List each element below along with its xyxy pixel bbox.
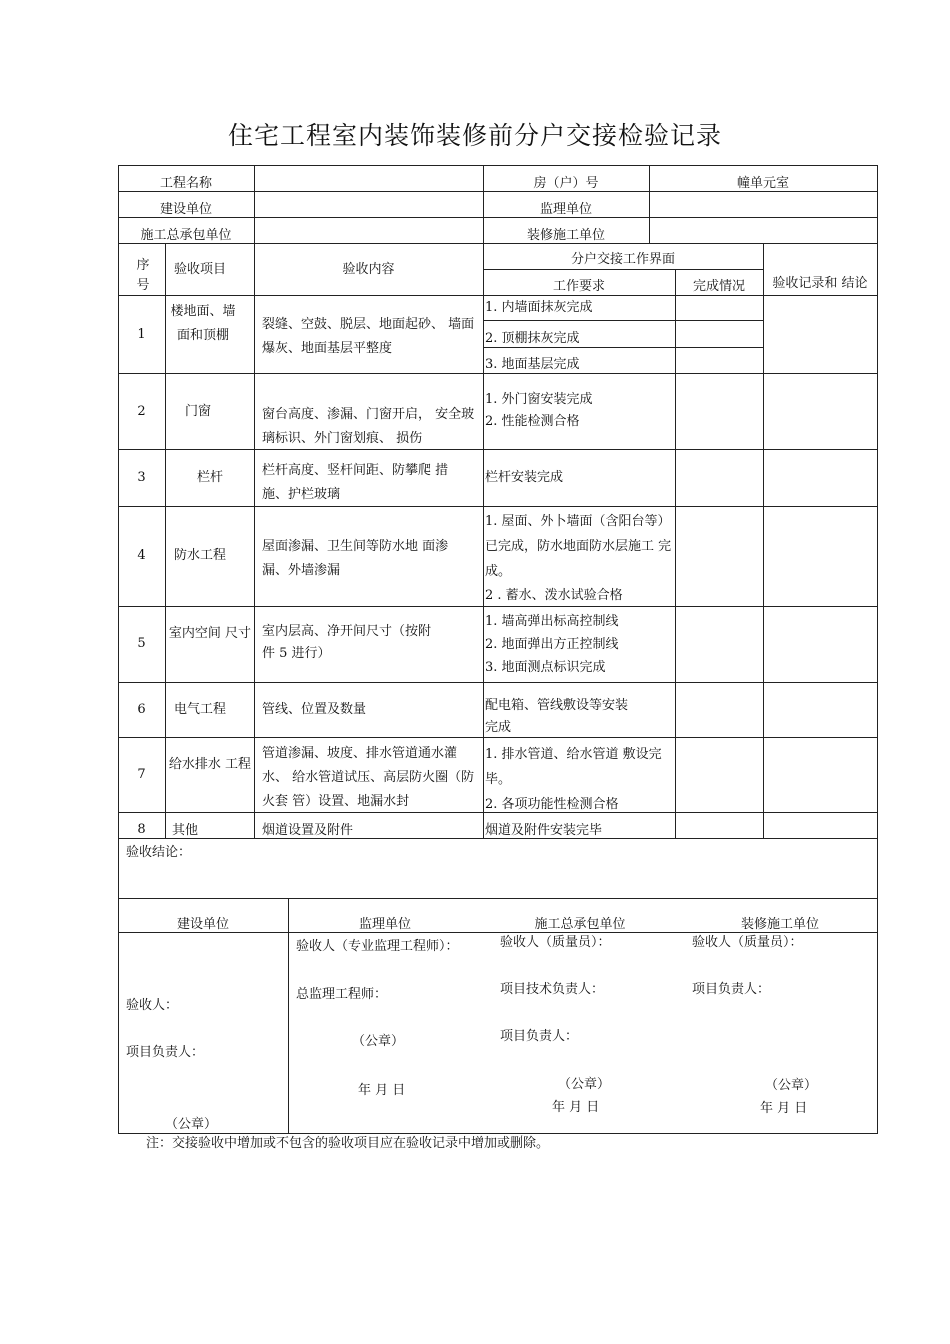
row-8-item: 其他 [172,823,199,838]
row-7-seq: 7 [137,767,146,782]
row-2-req-1: 1. 外门窗安装完成 [485,392,593,407]
footnote: 注：交接验收中增加或不包含的验收项目应在验收记录中增加或删除。 [146,1136,550,1151]
row-7-req-2: 2. 各项功能性检测合格 [485,797,619,812]
row-5-seq: 5 [137,636,146,651]
builder-seal: （公章） [165,1117,218,1132]
col-seq: 序号 [136,258,150,293]
row-2-content: 窗台高度、渗漏、门窗开启， 安全玻璃标识、外门窗划痕、 损伤 [262,407,475,446]
decoration-contractor-label: 装修施工单位 [526,228,605,243]
supervisor-seal: （公章） [352,1034,405,1049]
row-5-req-2: 2. 地面弹出方正控制线 [485,637,619,652]
decoration-manager: 项目负责人： [692,982,771,997]
row-4-item: 防水工程 [173,548,226,563]
row-8-seq: 8 [137,822,146,837]
row-8-req-1: 烟道及附件安装完毕 [485,823,603,838]
room-value: 幢单元室 [736,176,789,191]
room-label: 房（户）号 [533,176,599,191]
supervisor-inspector: 验收人（专业监理工程师）： [296,939,459,954]
row-2-seq: 2 [137,404,146,419]
builder-label: 建设单位 [159,202,212,217]
row-1-req-2: 2. 顶棚抹灰完成 [485,331,580,346]
row-5-content: 室内层高、净开间尺寸（按附件 5 进行） [262,624,432,661]
decoration-inspector: 验收人（质量员）： [692,935,803,950]
supervisor-label: 监理单位 [539,202,592,217]
row-3-req-1: 栏杆安装完成 [485,470,564,485]
row-8-content: 烟道设置及附件 [262,823,354,838]
col-content: 验收内容 [342,262,395,277]
row-7-req-1: 1. 排水管道、给水管道 敷设完毕。 [485,747,662,787]
signoff-builder-heading: 建设单位 [176,917,229,932]
decoration-seal: （公章） [765,1078,818,1093]
row-6-content: 管线、位置及数量 [262,702,367,717]
row-1-content: 裂缝、空鼓、脱层、地面起砂、 墙面爆灰、地面基层平整度 [262,317,475,356]
row-6-req-1: 配电箱、管线敷设等安装完成 [485,698,629,735]
supervisor-chief: 总监理工程师： [296,987,388,1002]
general-date: 年 月 日 [552,1100,600,1115]
row-1-req-1: 1. 内墙面抹灰完成 [485,300,593,315]
row-3-seq: 3 [137,470,146,485]
col-item: 验收项目 [173,262,226,277]
col-status: 完成情况 [692,279,745,294]
general-seal: （公章） [558,1077,611,1092]
general-inspector: 验收人（质量员）： [500,935,611,950]
signoff-supervisor-heading: 监理单位 [358,917,411,932]
builder-manager: 项目负责人： [126,1045,205,1060]
builder-inspector: 验收人： [126,998,179,1013]
row-2-item: 门窗 [184,404,211,419]
row-3-item: 栏杆 [196,470,223,485]
page-title: 住宅工程室内装饰装修前分户交接检验记录 [227,121,722,150]
general-contractor-label: 施工总承包单位 [140,228,232,243]
row-1-item: 楼地面、墙面和顶棚 [170,304,236,343]
row-1-seq: 1 [137,327,146,342]
signoff-decoration-heading: 装修施工单位 [740,917,819,932]
col-requirement: 工作要求 [552,279,605,294]
row-6-seq: 6 [137,702,146,717]
row-4-req-2: 2 . 蓄水、泼水试验合格 [485,588,623,603]
row-7-content: 管道渗漏、坡度、排水管道通水灌水、 给水管道试压、高层防火圈（防火套 管）设置、地漏水封 [262,746,475,809]
row-5-item: 室内空间 尺寸 [168,626,252,641]
row-7-item: 给水排水 工程 [168,757,252,772]
row-5-req-1: 1. 墙高弹出标高控制线 [485,614,619,629]
col-record: 验收记录和 结论 [772,276,868,291]
row-4-seq: 4 [137,548,146,563]
row-3-content: 栏杆高度、竖杆间距、防攀爬 措施、护栏玻璃 [262,463,449,502]
supervisor-date: 年 月 日 [358,1083,406,1098]
row-1-req-3: 3. 地面基层完成 [485,357,580,372]
conclusion-label: 验收结论： [126,845,192,860]
row-5-req-3: 3. 地面测点标识完成 [485,660,606,675]
row-4-req-1: 1. 屋面、外卜墙面（含阳台等） 已完成，防水地面防水层施工 完成。 [485,514,672,579]
project-name-label: 工程名称 [159,176,212,191]
general-manager: 项目负责人： [500,1029,579,1044]
row-2-req-2: 2. 性能检测合格 [485,414,580,429]
col-interface: 分户交接工作界面 [570,252,675,267]
row-4-content: 屋面渗漏、卫生间等防水地 面渗漏、外墙渗漏 [262,539,449,578]
general-tech-lead: 项目技术负责人： [500,982,605,997]
decoration-date: 年 月 日 [760,1101,808,1116]
signoff-general-heading: 施工总承包单位 [534,917,626,932]
row-6-item: 电气工程 [173,702,226,717]
